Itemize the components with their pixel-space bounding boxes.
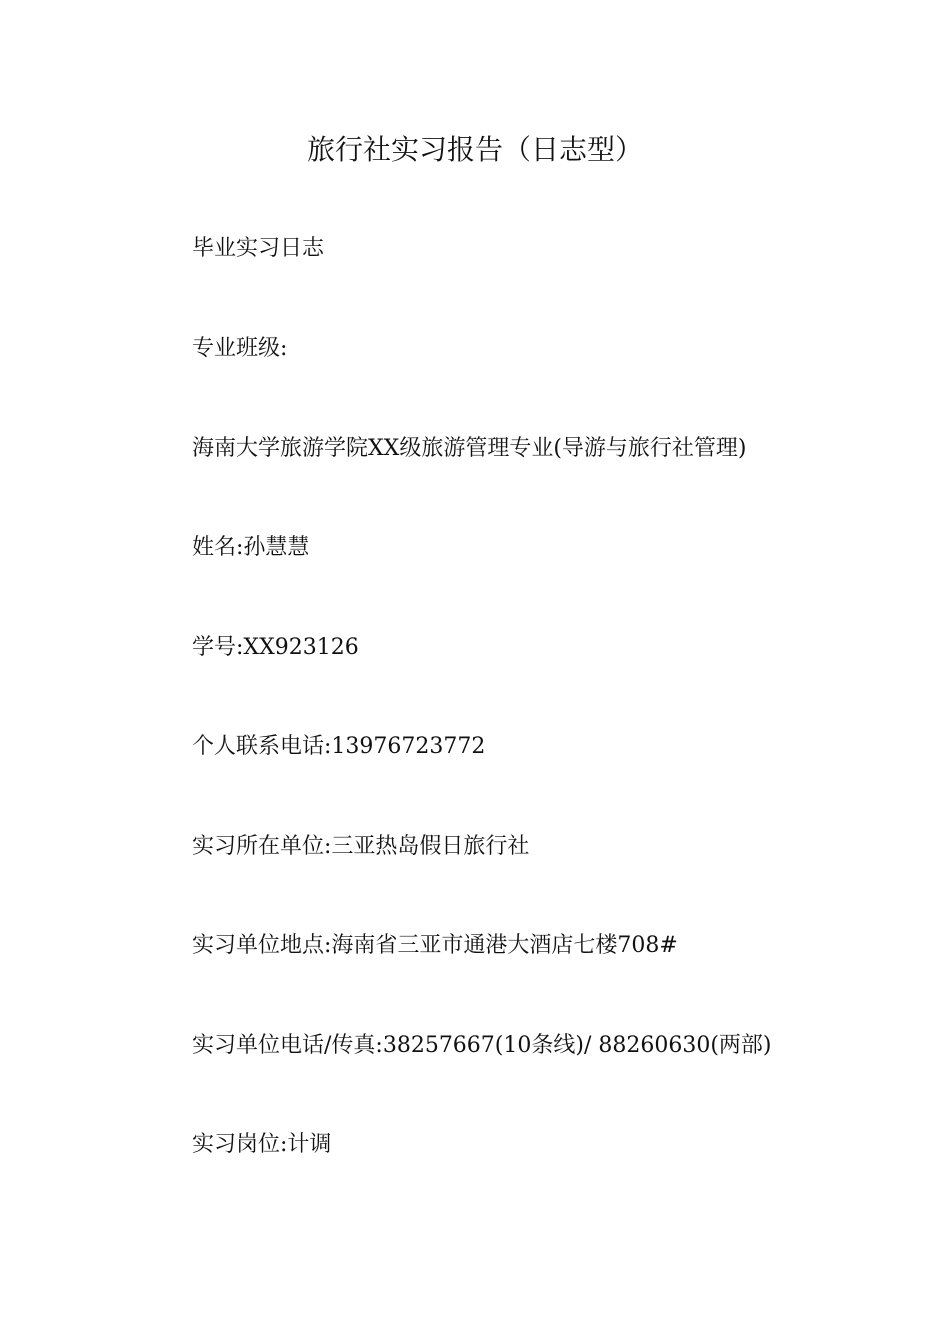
field-internship-company: 实习所在单位:三亚热岛假日旅行社 — [192, 834, 530, 859]
field-major-class-value: 海南大学旅游学院XX级旅游管理专业(导游与旅行社管理) — [192, 436, 747, 461]
field-personal-phone: 个人联系电话:13976723772 — [192, 734, 486, 759]
field-name: 姓名:孙慧慧 — [192, 535, 310, 560]
field-company-phone-fax: 实习单位电话/传真:38257667(10条线)/ 88260630(两部) — [192, 1033, 772, 1058]
field-major-class-label: 专业班级: — [192, 336, 288, 361]
document-title: 旅行社实习报告（日志型） — [306, 133, 643, 166]
section-heading-internship-log: 毕业实习日志 — [192, 236, 325, 261]
field-student-id: 学号:XX923126 — [192, 635, 359, 660]
field-internship-position: 实习岗位:计调 — [192, 1132, 332, 1157]
field-company-address: 实习单位地点:海南省三亚市通港大酒店七楼708# — [192, 933, 678, 958]
